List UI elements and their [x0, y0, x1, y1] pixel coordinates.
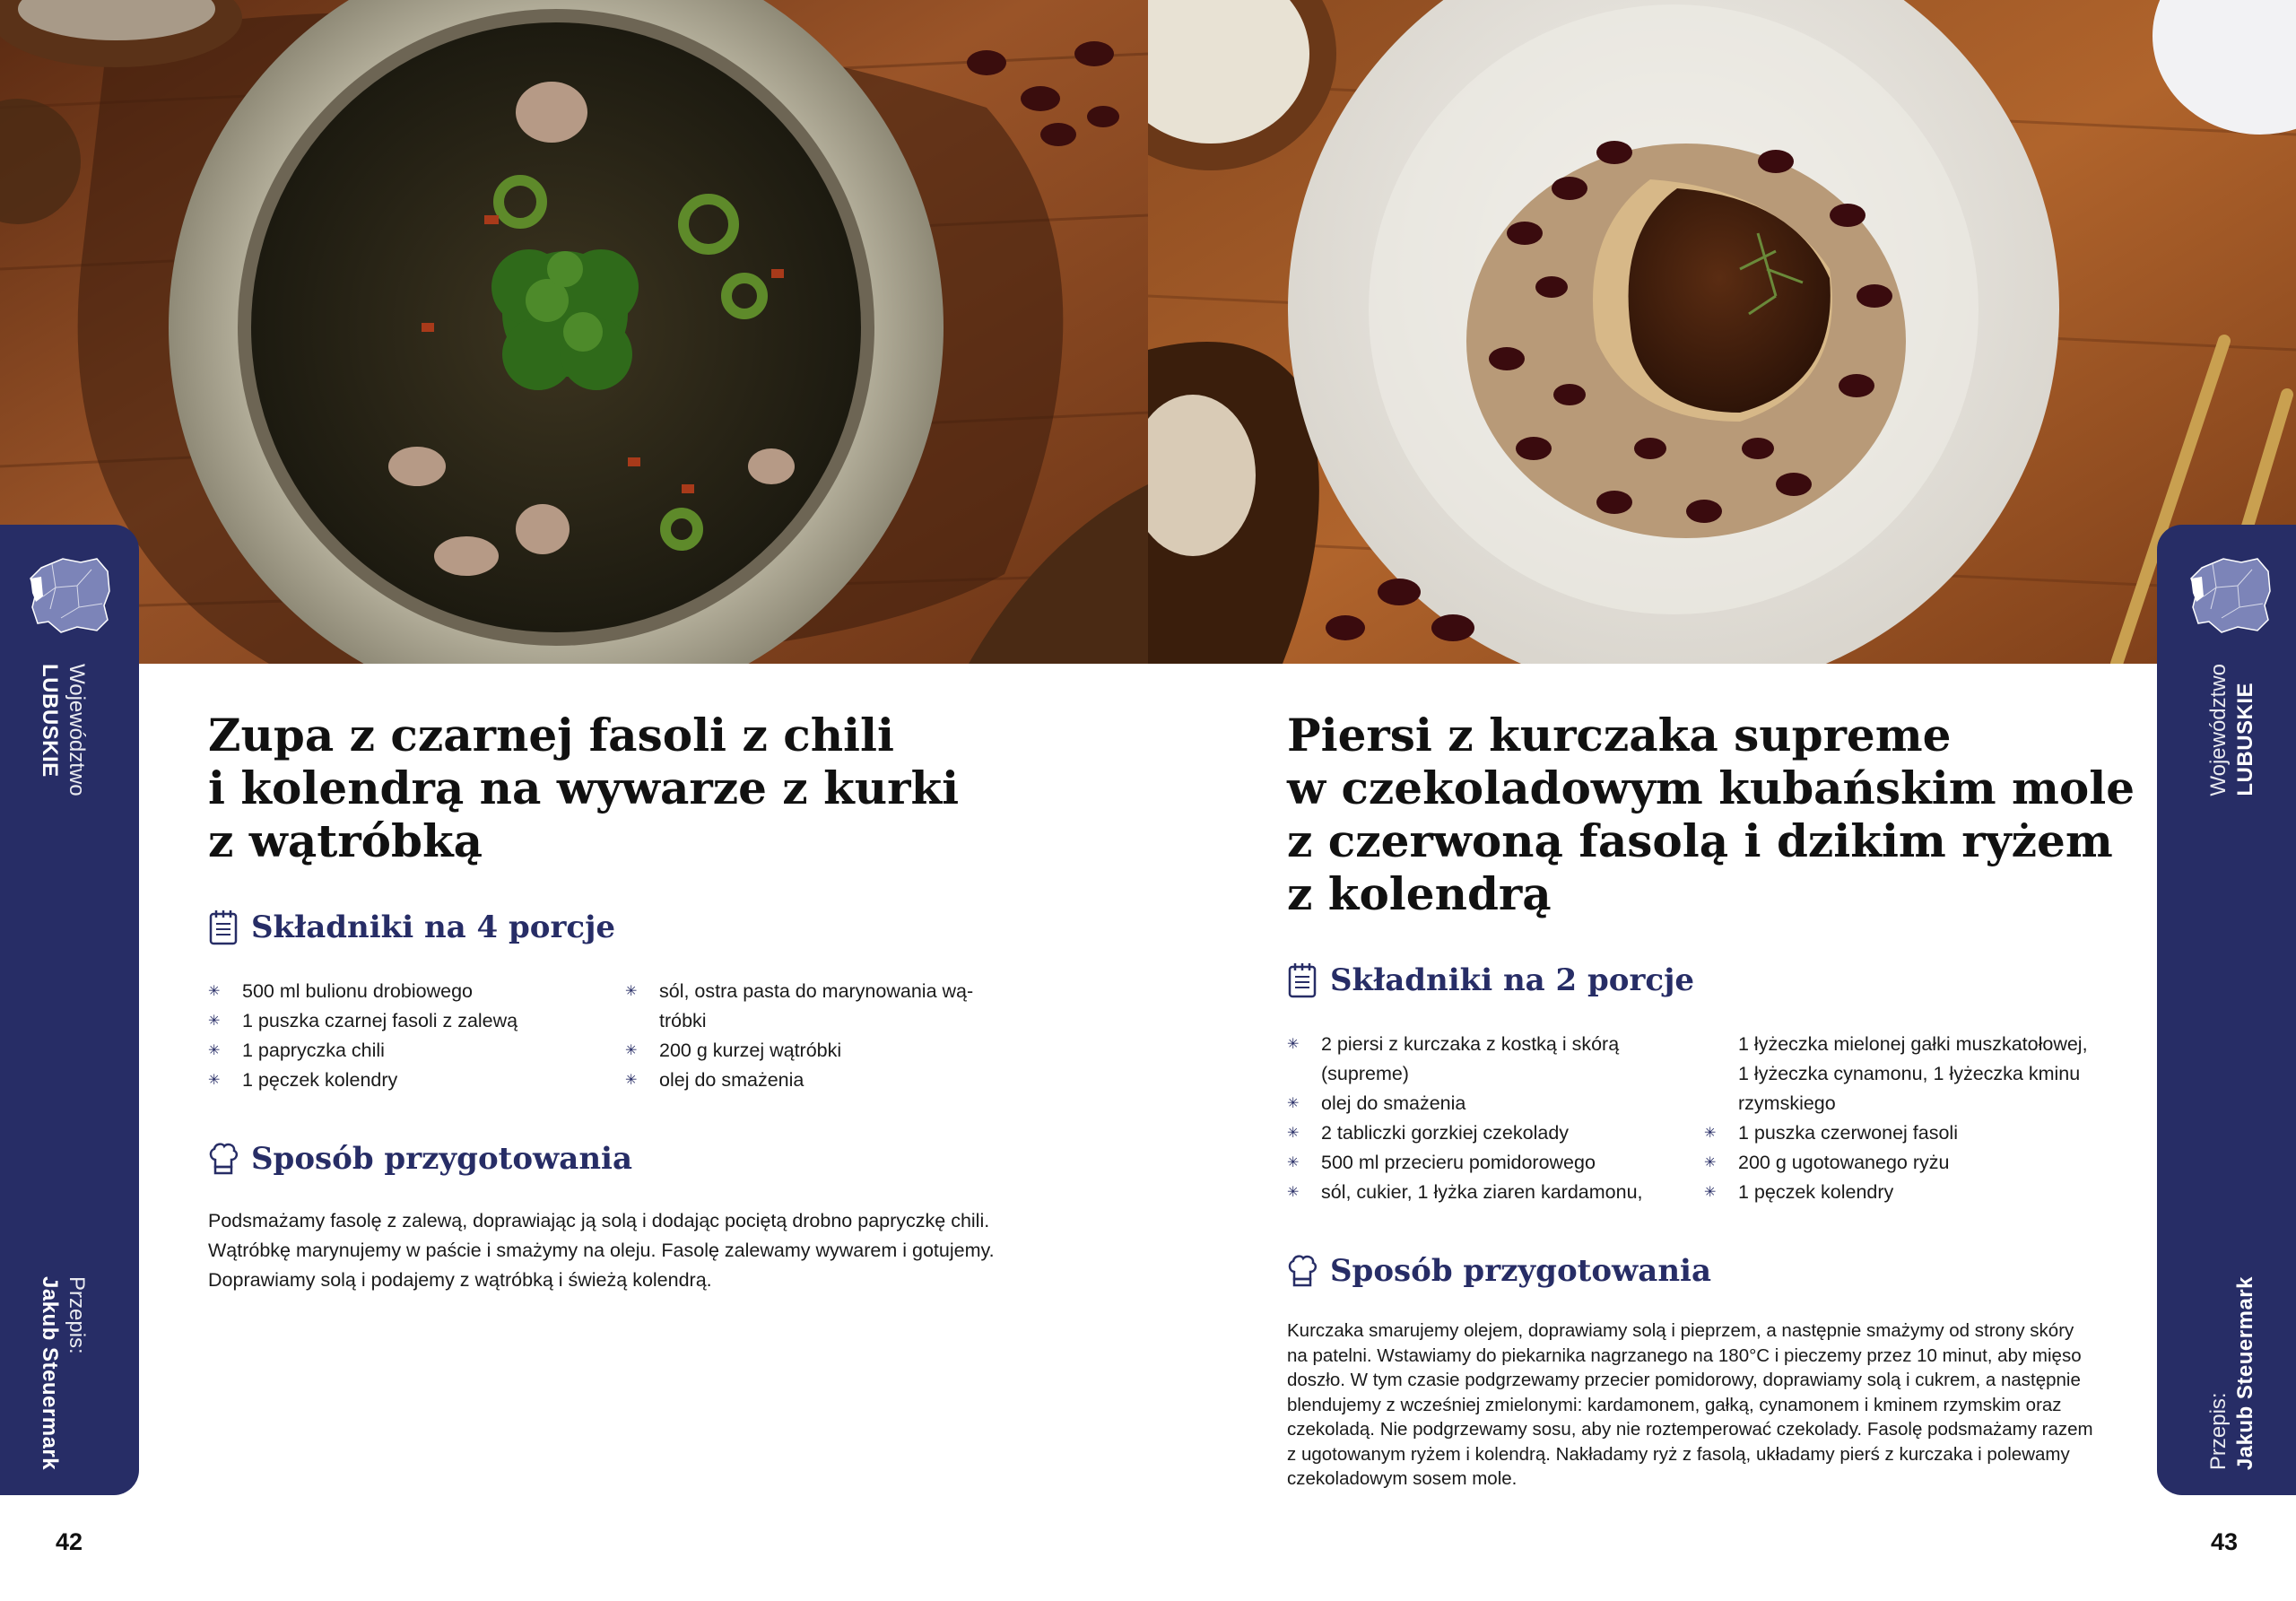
- ingredient-item: ✳ 500 ml bulionu drobiowego: [208, 977, 625, 1006]
- region-name: LUBUSKIE: [2233, 682, 2257, 796]
- ingredients-list: [1287, 1030, 2296, 1207]
- method-heading: Sposób przygotowania: [1287, 1252, 2296, 1290]
- ingredient-item: ✳ sól, cukier, 1 łyżka ziaren kardamonu,: [1287, 1178, 1704, 1207]
- ingredients-heading: Składniki na 4 porcje: [208, 909, 1257, 946]
- ingredient-item: ✳ 1 pęczek kolendry: [1704, 1178, 2099, 1207]
- page-number: 42: [56, 1528, 83, 1555]
- black-bean-soup-photo: [0, 0, 1148, 664]
- author-name: Jakub Steuermark: [38, 1276, 62, 1471]
- ingredient-item: ✳ 200 g kurzej wątróbki: [625, 1036, 1002, 1066]
- ingredient-item: ✳ 1 pęczek kolendry: [208, 1066, 625, 1095]
- recipe-chicken-mole: [1287, 709, 2296, 1510]
- method-heading: Sposób przygotowania: [208, 1140, 1257, 1178]
- ingredient-item: ✳ olej do smażenia: [1287, 1089, 1704, 1118]
- ingredient-item: ✳ olej do smażenia: [625, 1066, 1002, 1095]
- notepad-icon: [208, 909, 239, 946]
- ingredient-item-continued: 1 łyżeczka cynamonu, 1 łyżeczka kminu: [1738, 1063, 2081, 1084]
- recipe-title: Zupa z czarnej fasoli z chili i kolendrą na wywarze z kurki z wątróbką: [208, 709, 960, 867]
- region-side-tab: [0, 525, 139, 1495]
- recipe-author: Przepis: Jakub Steuermark: [38, 1276, 89, 1471]
- ingredient-item: ✳ 1 papryczka chili: [208, 1036, 625, 1066]
- recipe-soup: [208, 709, 1257, 1315]
- ingredient-item: ✳ 2 piersi z kurczaka z kostką i skórą: [1287, 1030, 1704, 1059]
- ingredient-item: ✳ sól, ostra pasta do marynowania wą-: [625, 977, 1002, 1006]
- ingredient-item: ✳ 1 puszka czarnej fasoli z zalewą: [208, 1006, 625, 1036]
- page-number: 43: [2211, 1528, 2239, 1555]
- region-name: LUBUSKIE: [38, 664, 62, 778]
- ingredients-heading: Składniki na 2 porcje: [1287, 961, 2296, 999]
- ingredient-item-continued: rzymskiego: [1738, 1092, 1836, 1114]
- ingredient-item-continued: tróbki: [659, 1010, 707, 1031]
- ingredient-item: ✳ 500 ml przecieru pomidorowego: [1287, 1148, 1704, 1178]
- author-name: Jakub Steuermark: [2233, 1276, 2257, 1471]
- region-label: Województwo LUBUSKIE: [38, 664, 89, 796]
- ingredient-item: ✳ 1 puszka czerwonej fasoli: [1704, 1118, 2099, 1148]
- chef-hat-icon: [1287, 1252, 1318, 1290]
- recipe-author: Przepis: Jakub Steuermark: [2206, 1276, 2257, 1471]
- poland-map-icon: [25, 552, 115, 637]
- region-label: Województwo LUBUSKIE: [2206, 664, 2257, 796]
- recipe-title: Piersi z kurczaka supreme w czekoladowym kubańskim mole z czerwoną fasolą i dzikim ryżem z kolendrą: [1287, 709, 2135, 920]
- ingredient-item: ✳ 2 tabliczki gorzkiej czekolady: [1287, 1118, 1704, 1148]
- ingredient-item-continued: 1 łyżeczka mielonej gałki muszkatołowej,: [1738, 1033, 2088, 1055]
- method-text: Kurczaka smarujemy olejem, doprawiamy solą i pieprzem, a następnie smażymy od strony skóry na patelni. Wstawiamy do piekarnika nagrzanego na 180°C i pieczemy przez 10 minut, aby mięso doszło. W tym czasie podgrzewamy przecier pomidorowy, doprawiamy solą i cukrem, a następnie blendujemy z wcześniej zmielonymi: kardamonem, gałką, cynamonem i kminem rzymskim oraz czekoladą. Nie podgrzewamy sosu, aby nie roztemperować czekolady. Fasolę podsmażamy razem z ugotowanym ryżem i kolendrą. Nakładamy ryż z fasolą, układamy pierś z kurczaka i polewamy czekoladowym sosem mole.: [1287, 1320, 2093, 1489]
- ingredient-item: ✳ 200 g ugotowanego ryżu: [1704, 1148, 2099, 1178]
- chicken-mole-plate-photo: [1148, 0, 2296, 664]
- ingredient-item-continued: (supreme): [1321, 1063, 1409, 1084]
- method-text: Podsmażamy fasolę z zalewą, doprawiając ją solą i dodając pociętą drobno papryczkę chili. Wątróbkę marynujemy w paście i smażymy na oleju. Fasolę zalewamy wywarem i gotujemy. Doprawiamy solą i podajemy z wątróbką i świeżą kolendrą.: [208, 1210, 995, 1291]
- chef-hat-icon: [208, 1140, 239, 1178]
- notepad-icon: [1287, 961, 1318, 999]
- ingredients-list: [208, 977, 1257, 1095]
- poland-map-icon: [2186, 552, 2275, 637]
